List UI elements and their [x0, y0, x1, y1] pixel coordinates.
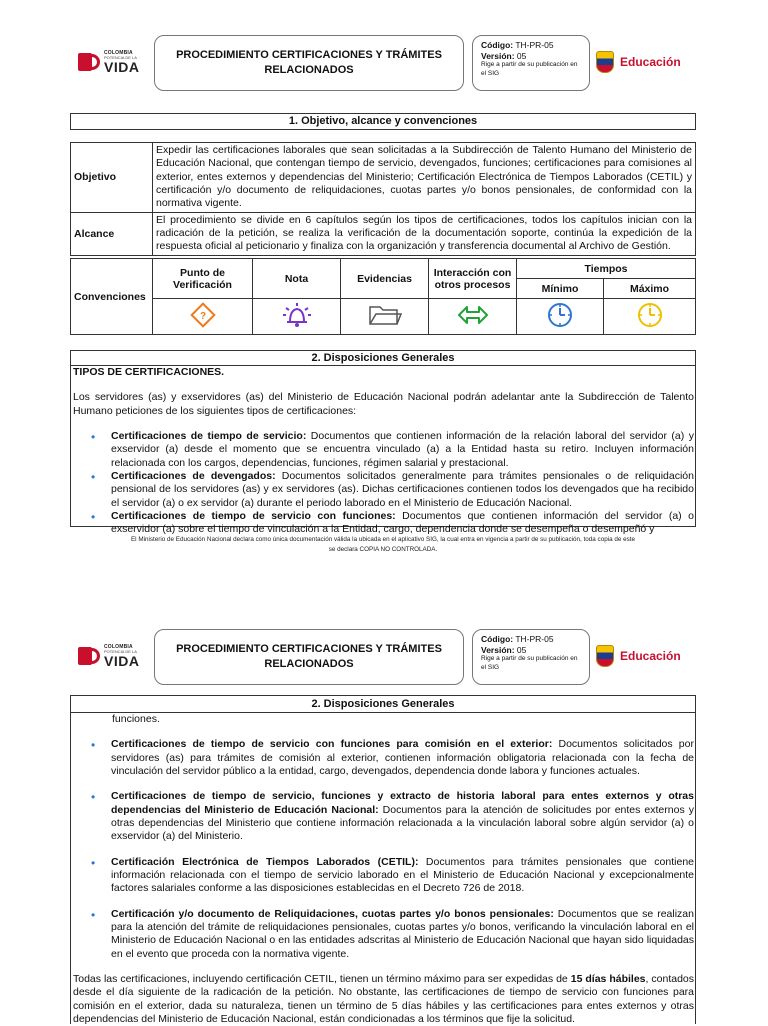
general-provisions-continued-box: [70, 695, 696, 1024]
logo-line2: POTENCIA DE LA: [104, 54, 137, 60]
version-value: 05: [516, 644, 527, 655]
interaccion-cell: [429, 299, 517, 335]
objetivo-text: Expedir las certificaciones laborales que sean solicitadas a la Subdirección de Talento Humano del Ministerio de Educación Nacional, que contengan tiempo de servicio, devengados, funciones; certificaciones para comisiones al exterior, entes externos y dependencias del Ministerio; Certificación Electrónica de Tiempos Laborados (CETIL) y certificación y/o documento de reliquidaciones, cuotas partes y/o bonos pensionales, de conformidad con la normativa vigente.: [153, 143, 696, 213]
version-label: Versión:: [481, 644, 515, 655]
page-header: [68, 35, 694, 91]
crest-icon: [596, 645, 614, 667]
svg-text:?: ?: [199, 311, 206, 322]
conventions-table: [70, 258, 696, 335]
table-row: [71, 143, 696, 213]
logo-line3: VIDA: [104, 652, 140, 669]
educacion-logo-text: Educación: [620, 55, 681, 69]
version-value: 05: [516, 50, 527, 61]
validity-note: Rige a partir de su publicación en el SIG: [481, 61, 578, 77]
certificate-types-list-continued: [71, 738, 695, 778]
code-label: Código:: [481, 634, 514, 644]
footer-line1: El Ministerio de Educación Nacional declara como única documentación válida la ubicada en el aplicativo SIG, la cual entra en vigencia a partir de su publicación, toda copia de este: [130, 536, 636, 543]
list-item: • Certificación Electrónica de Tiempos Laborados (CETIL): Documentos para trámites pensionales que contiene información relacionada con el tiempo de servicio laborado en el Ministerio de Educación Nacional y excepcionalmente factores salariales conforme a las disposiciones establecidas en el Decreto 726 de 2018.: [111, 856, 694, 896]
crest-icon: [596, 51, 614, 73]
alcance-label: Alcance: [71, 212, 153, 255]
double-arrow-icon: [456, 303, 490, 327]
vida-logo-icon: [78, 645, 100, 667]
table-row: [71, 212, 696, 255]
educacion-logo: [596, 641, 692, 671]
list-item: • Certificaciones de devengados: Documentos solicitados generalmente para trámites pensionales o de reliquidación pensional de los servidores (as) y ex servidores (as). Dichas certificaciones contienen todos los devengados que ha recibido el servidor (a) o ex servidor (a) durante el periodo laborado en el Ministerio de Educación Nacional.: [111, 470, 694, 510]
certificate-types-list-continued: [71, 908, 695, 961]
list-item: • Certificación y/o documento de Reliquidaciones, cuotas partes y/o bonos pensionales: Documentos que se realizan para la atención del trámite de reliquidaciones pensionales, cuotas partes y/o bonos, verificando la vinculación laboral en el Ministerio de Educación Nacional o en las entidades adscritas al Ministerio de Educación Nacional que hayan sido liquidadas en el evento que proceda con la normativa vigente.: [111, 908, 694, 961]
list-item: • Certificaciones de tiempo de servicio: Documentos que contienen información de la relación laboral del servidor (a) y exservidor (a) desde el momento que se encuentra vinculado (a) a la Entidad hasta su retiro. Incluyen información relacionada con los cargos, dependencias, funciones, régimen salarial y prestacional.: [111, 430, 694, 470]
nota-cell: [253, 299, 341, 335]
continuation-text: funciones.: [112, 713, 160, 725]
list-item: • Certificaciones de tiempo de servicio con funciones para comisión en el exterior: Documentos solicitados por servidores (as) para trámites de comisión al exterior, contienen información obligatoria relacionada con la fecha de vinculación del servidor público a la entidad, cargo, devengados, dependencia donde labora y funciones actuales.: [111, 738, 694, 778]
diamond-question-icon: [189, 301, 217, 329]
certificate-types-list-continued: [71, 856, 695, 896]
document-title: PROCEDIMIENTO CERTIFICACIONES Y TRÁMITES RELACIONADOS: [154, 629, 464, 685]
section2-intro: Los servidores (as) y exservidores (as) del Ministerio de Educación Nacional podrán adelantar ante la Subdirección de Talento Humano peticiones de los siguientes tipos de certificaciones:: [73, 391, 694, 417]
document-title: PROCEDIMIENTO CERTIFICACIONES Y TRÁMITES RELACIONADOS: [154, 35, 464, 91]
logo-line2: POTENCIA DE LA: [104, 648, 137, 654]
document-code-box: [472, 35, 590, 91]
code-value: TH-PR-05: [515, 40, 554, 50]
nota-header: Nota: [253, 259, 341, 299]
section2-title: 2. Disposiciones Generales: [71, 351, 695, 366]
validity-note: Rige a partir de su publicación en el SIG: [481, 655, 578, 671]
alcance-text: El procedimiento se divide en 6 capítulos según los tipos de certificaciones, todos los capítulos inician con la radicación de la petición, se realiza la verificación de la documentación soporte, continúa la expedición de la respuesta oficial al peticionario y finaliza con la organización y transferencia documental al Archivo de Gestión.: [153, 212, 696, 255]
maximo-header: Máximo: [604, 279, 696, 299]
punto-cell: [153, 299, 253, 335]
logo-line1: COLOMBIA: [104, 49, 133, 56]
section1-title: 1. Objetivo, alcance y convenciones: [70, 113, 696, 130]
educacion-logo: [596, 47, 692, 77]
page2-header: [68, 629, 694, 685]
certificate-types-list: [71, 430, 695, 537]
objective-scope-table: [70, 142, 696, 256]
page2-section-title: 2. Disposiciones Generales: [71, 696, 695, 713]
minimo-cell: [517, 299, 604, 335]
list-item: • Certificaciones de tiempo de servicio, funciones y extracto de historia laboral para entes externos y otras dependencias del Ministerio de Educación Nacional: Documentos para la atención de solicitudes por entes externos y otras dependencias del Ministerio que contiene información relacionada a la vinculación laboral sobre algún servidor (a) o exservidor (a) del Ministerio.: [111, 790, 694, 843]
minimo-header: Mínimo: [517, 279, 604, 299]
tiempos-header: Tiempos: [517, 259, 696, 279]
conventions-label: Convenciones: [71, 259, 153, 335]
interaccion-header: Interacción con otros procesos: [429, 259, 517, 299]
list-item: • Certificaciones de tiempo de servicio con funciones: Documentos que contienen información del servidor (a) o exservidor (a) sobre el tiempo de vinculación a la Entidad, cargo, dependencia donde se desempeña o desempeñó y: [111, 510, 694, 537]
uncontrolled-copy-note: [60, 535, 706, 555]
document-code-box: [472, 629, 590, 685]
closing-paragraph: Todas las certificaciones, incluyendo certificación CETIL, tienen un término máximo para ser expedidas de 15 días hábiles, contados desde el día siguiente de la radicación de la petición. No obstante, las certificaciones de tiempo de servicio con funciones para comisión en el exterior, dada su naturaleza, tienen un término de 5 días hábiles y las certificaciones para entes externos y otras dependencias del Ministerio de Educación Nacional, están condicionadas a los términos que fije la solicitud.: [73, 972, 694, 1025]
table-row: [71, 299, 696, 335]
maximo-cell: [604, 299, 696, 335]
table-row: [71, 259, 696, 279]
evidencias-cell: [341, 299, 429, 335]
punto-header: Punto de Verificación: [153, 259, 253, 299]
logo-line1: COLOMBIA: [104, 643, 133, 650]
evidencias-header: Evidencias: [341, 259, 429, 299]
version-label: Versión:: [481, 50, 515, 61]
clock-min-icon: [546, 301, 574, 329]
footer-line2: se declara COPIA NO CONTROLADA.: [328, 545, 438, 553]
general-provisions-box: [70, 350, 696, 536]
certificate-types-list-continued: [71, 790, 695, 843]
colombia-vida-logo: [78, 641, 150, 671]
colombia-vida-logo: [78, 47, 150, 77]
folder-icon: [367, 302, 403, 328]
objetivo-label: Objetivo: [71, 143, 153, 213]
clock-max-icon: [636, 301, 664, 329]
code-value: TH-PR-05: [515, 634, 554, 644]
bell-icon: [281, 300, 313, 330]
certificate-types-heading: TIPOS DE CERTIFICACIONES.: [73, 366, 225, 378]
logo-line3: VIDA: [104, 58, 140, 75]
educacion-logo-text: Educación: [620, 649, 681, 663]
code-label: Código:: [481, 40, 514, 50]
vida-logo-icon: [78, 51, 100, 73]
